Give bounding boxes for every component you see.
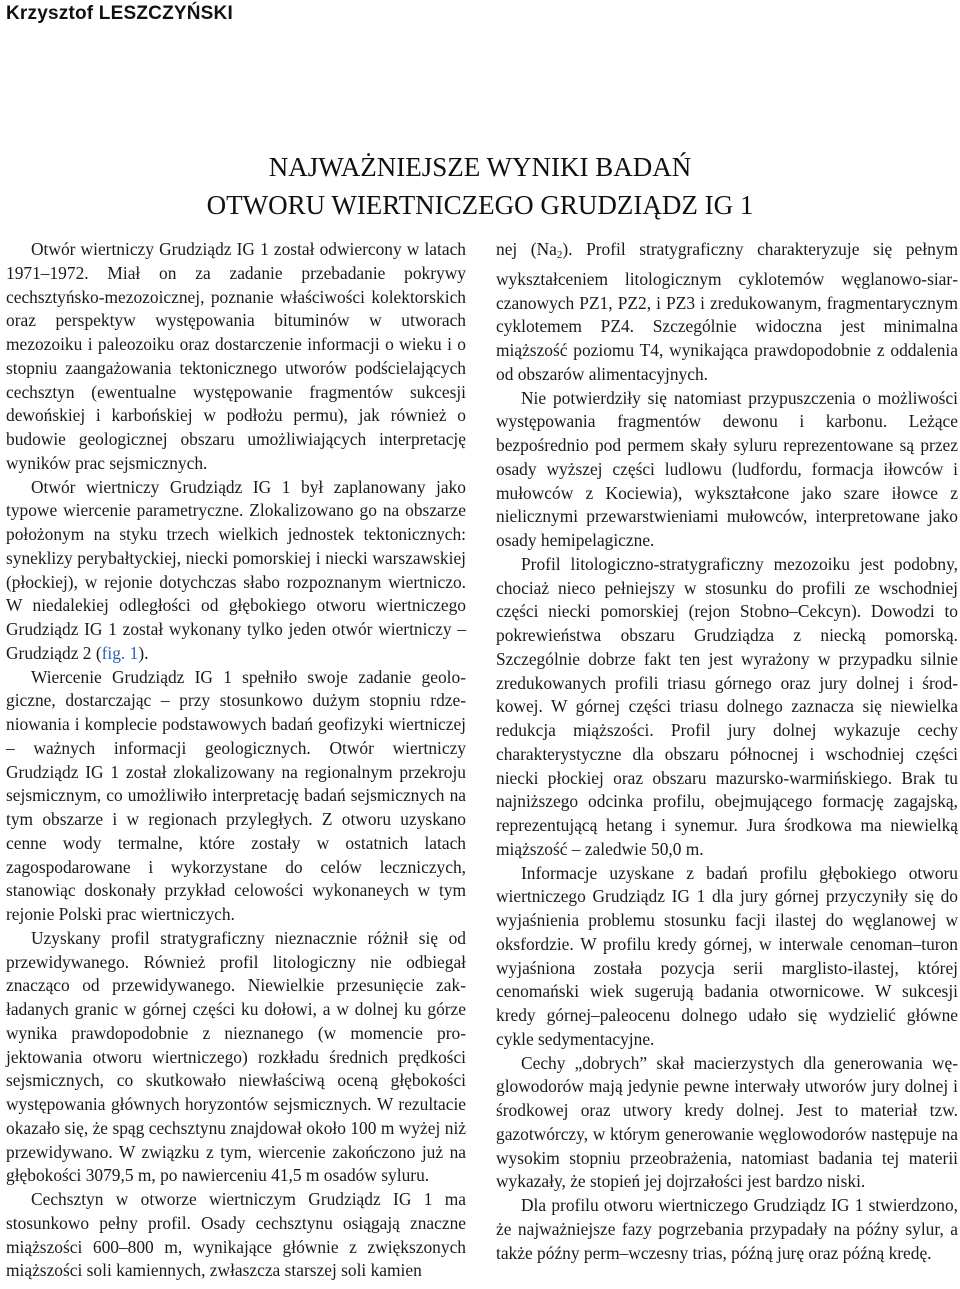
paragraph-text: ).: [138, 642, 149, 663]
title-line-1: NAJWAŻNIEJSZE WYNIKI BADAŃ: [268, 152, 692, 182]
paragraph: Profil litologiczno-stratygraficzny mezozoiku jest podobny, chociaż nieco pełniejszy w stosunku do profili ze wschodniej części niecki pomorskiej (rejon Stobno–Cekcyn). Dowodzi to pokrewieństwa obszaru Grudziądza z niecką pomorską. Szczególnie dobrze fakt ten jest wyrażony w przypadku silnie zredukowanych profili triasu górnego oraz jury dolnej i środkowej. W górnej części triasu dolnego zaznacza się niewielka redukcja miąższości. Profil jury dolnej wykazuje cechy charakterystyczne dla obszaru północnej i wschodniej części niecki płockiej oraz obszaru mazursko-warmińskiego. Brak tu najniższego odcinka profilu, obejmującego formację zagajską, reprezentującą hetang i synemur. Jura środkowa ma niewielką miąższość – zaledwie 50,0 m.: [496, 553, 958, 859]
paragraph: Otwór wiertniczy Grudziądz IG 1 został odwiercony w latach 1971–1972. Miał on za zadanie przebadanie pokrywy cechsztyńsko-mezozoicznej, poznanie właściwości kolektorskich oraz perspektyw występowania bituminów w utworach mezozoiku i paleozoiku oraz dostarczenie informacji o wieku i o stopniu zaangażowania tektonicznego utworów podścielających cechsztyn (ewentualne występowanie fragmentów sukcesji dewońskiej i karbońskiej w podłożu permu), jak również o budowie geologicznej obszaru umożliwiających interpretację wyników prac sejsmicznych.: [6, 239, 466, 473]
paragraph-text: ). Profil stratygraficzny charakteryzuje się pełnym wykształceniem litologicznym cyklotemów węglanowo-siarczanowych PZ1, PZ2, i PZ3 i zredukowanym, fragmentarycznym cyklotemem PZ4. Szczególnie widoczna jest minimalna miąższość poziomu T4, wynikająca prawdopodobnie z oddalenia od obszarów alimentacyjnych.: [496, 239, 958, 384]
paragraph: Cechy „dobrych” skał macierzystych dla generowania węglowodorów mają jedynie pewne interwały utworów jury dolnej i środkowej oraz utwory kredy dolnej. Jest to materiał tzw. gazotwórczy, w którym generowanie węglowodorów następuje na wysokim stopniu przeobrażenia, natomiast badania tej materii wykazały, że stopień jej dojrzałości jest bardzo niski.: [496, 1052, 958, 1192]
paragraph: Nie potwierdziły się natomiast przypuszczenia o możliwości występowania fragmentów dewonu i karbonu. Leżące bezpośrednio pod permem skały syluru reprezentowane są przez osady wyższej części ludlowu (ludfordu, formacja iłowców i mułowców z Kociewia), wykształcone jako szare iłowce z nielicznymi przewarstwieniami mułowców, interpretowane jako osady hemipelagiczne.: [496, 387, 958, 550]
article-title: [0, 148, 960, 224]
figure-reference-link[interactable]: fig. 1: [101, 642, 139, 663]
subscript: 2: [556, 249, 563, 261]
paragraph: [6, 476, 466, 666]
paragraph: Wiercenie Grudziądz IG 1 spełniło swoje zadanie geologiczne, dostarczając – przy stosunkowo dużym stopniu rdzeniowania i komplecie podstawowych badań geofizyki wiertniczej – ważnych informacji geologicznych. Otwór wiertniczy Grudziądz IG 1 został zlokalizowany na regionalnym przekroju sejsmicznym, co umożliwiło interpretację badań sejsmicznych na tym obszarze i w regionach przyległych. Z otworu uzyskano cenne wody termalne, które zostały w ostatnich latach zagospodarowane i wykorzystane do celów leczniczych, stanowiąc doskonały przykład celowości wykonaneych w tym rejonie Polski prac wiertniczych.: [6, 666, 466, 924]
paragraph: [496, 238, 958, 387]
paragraph-text: Otwór wiertniczy Grudziądz IG 1 był zaplanowany jako typowe wiercenie parametryczne. Zlokalizowano go na obszarze położonym na styku trzech wielkich jednostek tektonicznych: syneklizy perybałtyckiej, niecki pomorskiej i niecki warszawskiej (płockiej), w rejonie dotychczas słabo rozpoznanym wiertniczo. W niedalekiej odległości od głębokiego otworu wiertniczego Grudziądz IG 1 został wykonany tylko jeden otwór wiertniczy – Grudziądz 2 (: [6, 476, 466, 663]
paragraph-text: nej (Na: [496, 239, 557, 259]
left-text-column: [6, 238, 466, 1283]
paragraph: Cechsztyn w otworze wiertniczym Grudziądz IG 1 ma stosunkowo pełny profil. Osady cechsztynu osiągają znaczne miąższości 600–800 m, wynikające głównie z zwiększonych miąższości soli kamiennych, zwłaszcza starszej soli kamien: [6, 1189, 466, 1281]
author-name: Krzysztof LESZCZYŃSKI: [6, 3, 233, 24]
title-line-2: OTWORU WIERTNICZEGO GRUDZIĄDZ IG 1: [206, 190, 754, 220]
paragraph: Dla profilu otworu wiertniczego Grudziądz IG 1 stwierdzono, że najważniejsze fazy pogrzebania przypadały na późny sylur, a także późny perm–wczesny trias, późną jurę oraz późną kredę.: [496, 1195, 958, 1263]
paragraph: Uzyskany profil stratygraficzny nieznacznie różnił się od przewidywanego. Również profil litologiczny nie odbiegał znacząco od przewidywanego. Niewielkie przesunięcie zakładanych granic w górnej części ku dołowi, a w dolnej ku górze wynika prawdopodobnie z nieznanego (w momencie projektowania otworu wiertniczego) rozkładu średnich prędkości sejsmicznych, co skutkowało niewłaściwą oceną głębokości występowania głównych horyzontów sejsmicznych. W rezultacie okazało się, że spąg cechsztynu znajdował około 100 m wyżej niż przewidywano. W związku z tym, wiercenie zakończono już na głębokości 3079,5 m, po nawierceniu 41,5 m osadów syluru.: [6, 927, 466, 1186]
right-text-column: [496, 238, 958, 1265]
paragraph: Informacje uzyskane z badań profilu głębokiego otworu wiertniczego Grudziądz IG 1 dla jury górnej przyczyniły się do wyjaśnienia problemu stosunku facji ilastej do węglanowej w oksfordzie. W profilu kredy górnej, w interwale cenoman–turon wyjaśniona została pozycja serii marglisto-ilastej, której cenomański wiek sugerują badania otwornicowe. W sukcesji kredy górnej–paleocenu dolnego udało się wydzielić główne cykle sedymentacyjne.: [496, 862, 958, 1049]
